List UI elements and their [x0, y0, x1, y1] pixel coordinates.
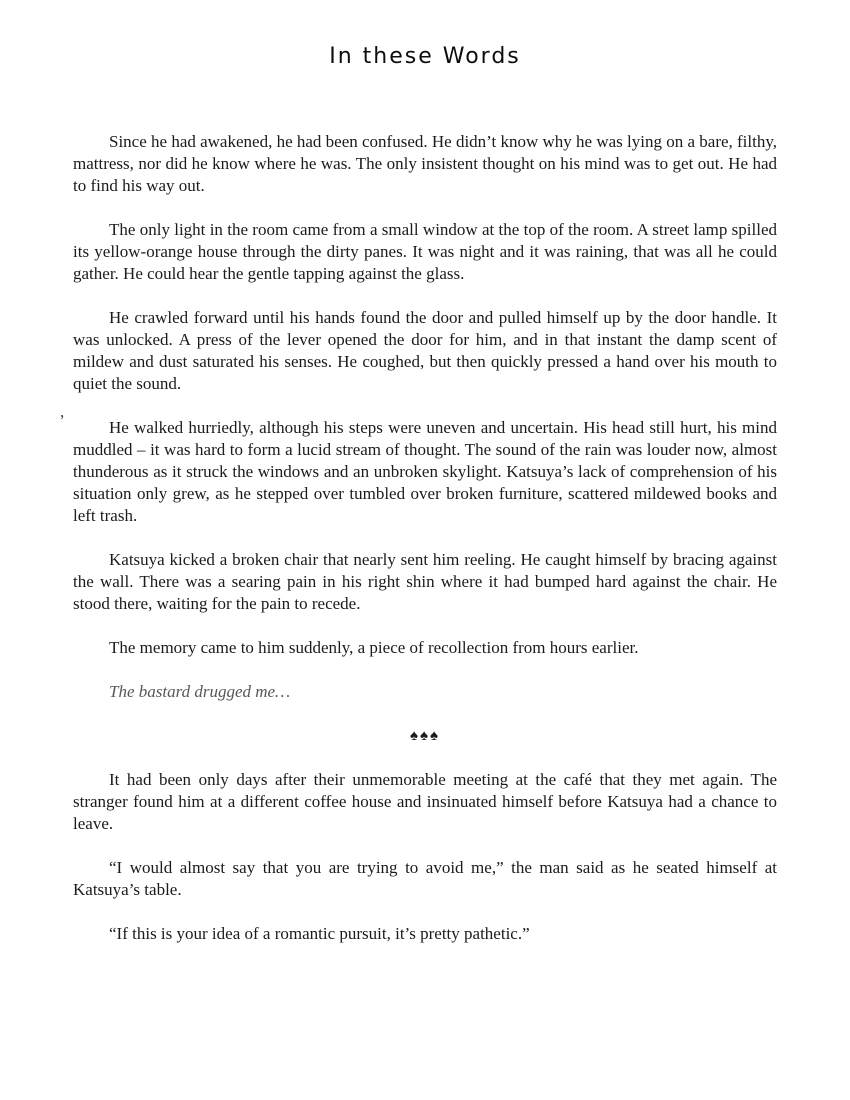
story-paragraph: It had been only days after their unmemorable meeting at the café that they met again. The stranger found him at a different coffee house and insinuated himself before Katsuya had a chance to leave.	[73, 770, 777, 833]
page-title: In these Words	[329, 44, 521, 69]
story-paragraph: The memory came to him suddenly, a piece of recollection from hours earlier.	[109, 638, 639, 657]
story-paragraph: “If this is your idea of a romantic pursuit, it’s pretty pathetic.”	[109, 924, 530, 943]
story-paragraph: He crawled forward until his hands found the door and pulled himself up by the door handle. It was unlocked. A press of the lever opened the door for him, and in that instant the damp scent of mildew and dust saturated his senses. He coughed, but then quickly pressed a hand over his mouth to quiet the sound.	[73, 308, 777, 393]
italic-line: The bastard drugged me…	[109, 682, 291, 701]
story-paragraph: “I would almost say that you are trying to avoid me,” the man said as he seated himself at Katsuya’s table.	[73, 858, 777, 899]
stray-mark: ,	[60, 402, 65, 421]
section-divider: ♠♠♠	[410, 728, 440, 744]
story-paragraph: The only light in the room came from a small window at the top of the room. A street lamp spilled its yellow-orange house through the dirty panes. It was night and it was raining, that was all he could gather. He could hear the gentle tapping against the glass.	[73, 220, 777, 283]
story-paragraph: Katsuya kicked a broken chair that nearly sent him reeling. He caught himself by bracing against the wall. There was a searing pain in his right shin where it had bumped hard against the chair. He stood there, waiting for the pain to recede.	[73, 550, 777, 613]
story-paragraph: He walked hurriedly, although his steps were uneven and uncertain. His head still hurt, his mind muddled – it was hard to form a lucid stream of thought. The sound of the rain was louder now, almost thunderous as it struck the windows and an unbroken skylight. Katsuya’s lack of comprehension of his situation only grew, as he stepped over tumbled over broken furniture, scattered mildewed books and left trash.	[73, 418, 777, 525]
story-body	[73, 131, 777, 964]
story-paragraph: Since he had awakened, he had been confused. He didn’t know why he was lying on a bare, filthy, mattress, nor did he know where he was. The only insistent thought on his mind was to get out. He had to find his way out.	[73, 132, 777, 195]
